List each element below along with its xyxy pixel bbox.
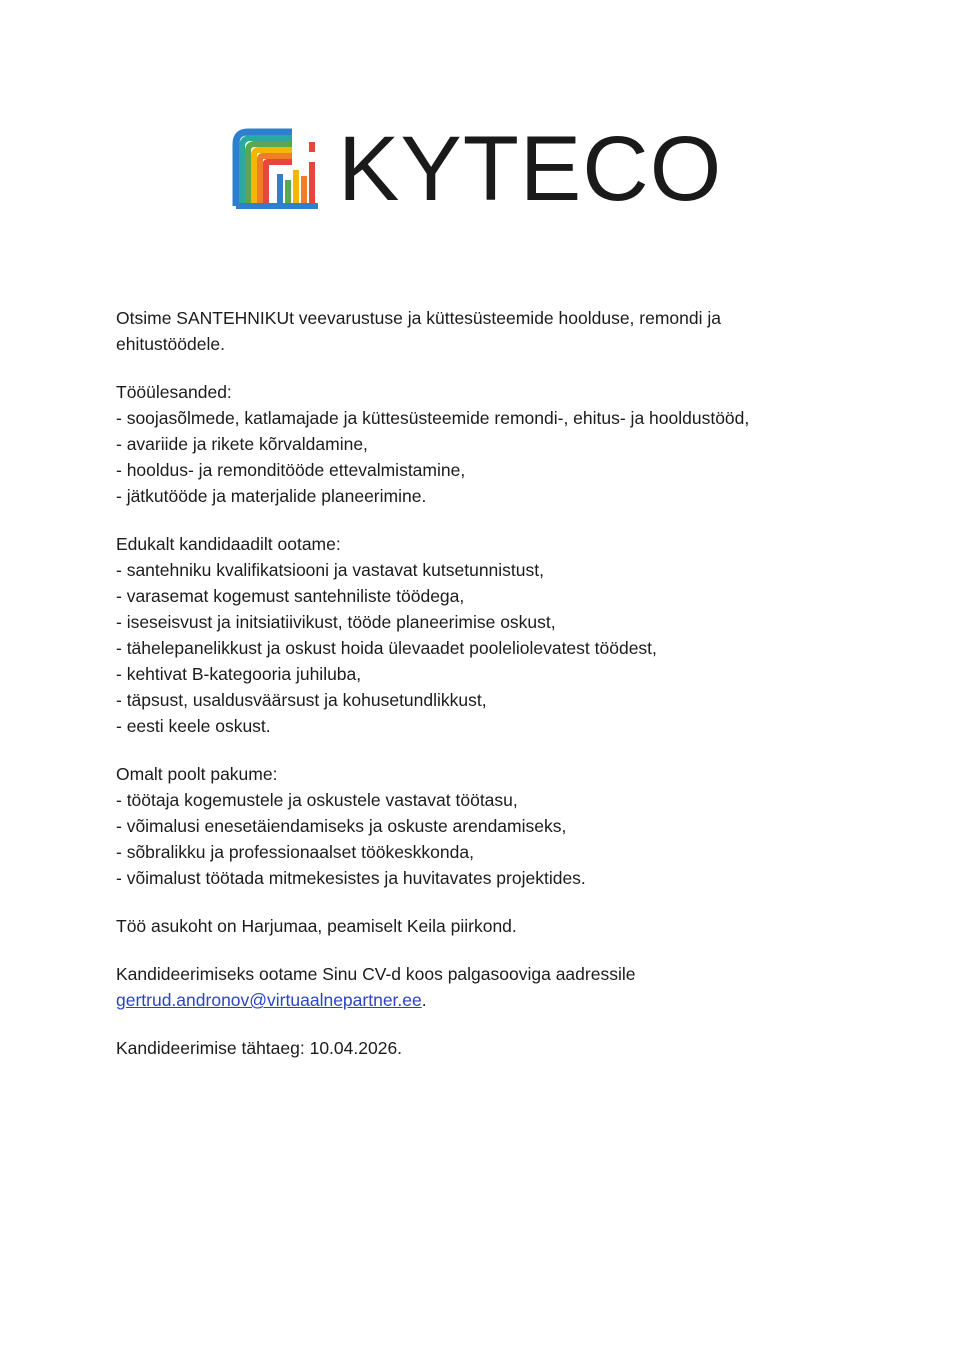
intro-paragraph xyxy=(116,305,846,357)
apply-paragraph xyxy=(116,961,846,1013)
expectations-item: - varasemat kogemust santehniliste töödega, xyxy=(116,586,465,606)
tasks-item: - hooldus- ja remonditööde ettevalmistamine, xyxy=(116,460,466,480)
kyteco-pipe-logo-icon xyxy=(222,118,324,220)
apply-email-line xyxy=(116,987,846,1013)
offer-heading: Omalt poolt pakume: xyxy=(116,764,278,784)
deadline-paragraph xyxy=(116,1035,846,1061)
expectations-item: - kehtivat B-kategooria juhiluba, xyxy=(116,664,362,684)
expectations-item: - tähelepanelikkust ja oskust hoida ülevaadet pooleliolevatest töödest, xyxy=(116,638,657,658)
offer-item: - võimalusi enesetäiendamiseks ja oskuste arendamiseks, xyxy=(116,816,567,836)
apply-trailing-period: . xyxy=(421,990,427,1010)
tasks-item: - jätkutööde ja materjalide planeerimine. xyxy=(116,486,427,506)
expectations-item: - eesti keele oskust. xyxy=(116,716,271,736)
logo-wordmark: KYTECO xyxy=(338,118,723,220)
offer-item: - sõbralikku ja professionaalset töökeskkonda, xyxy=(116,842,474,862)
job-advert-body xyxy=(116,305,846,1061)
expectations-item: - täpsust, usaldusväärsust ja kohusetundlikkust, xyxy=(116,690,487,710)
tasks-heading: Tööülesanded: xyxy=(116,382,232,402)
apply-instruction: Kandideerimiseks ootame Sinu CV-d koos palgasooviga aadressile xyxy=(116,964,636,984)
location-paragraph xyxy=(116,913,846,939)
intro-line-1: Otsime SANTEHNIKUt veevarustuse ja küttesüsteemide hoolduse, remondi ja xyxy=(116,308,721,328)
expectations-item: - iseseisvust ja initsiatiivikust, tööde planeerimise oskust, xyxy=(116,612,556,632)
expectations-heading: Edukalt kandidaadilt ootame: xyxy=(116,534,341,554)
intro-line-2: ehitustöödele. xyxy=(116,334,225,354)
tasks-section xyxy=(116,379,846,509)
offer-item: - võimalust töötada mitmekesistes ja huvitavates projektides. xyxy=(116,868,586,888)
email-link[interactable]: gertrud.andronov@virtuaalnepartner.ee xyxy=(116,990,422,1010)
expectations-item: - santehniku kvalifikatsiooni ja vastavat kutsetunnistust, xyxy=(116,560,544,580)
tasks-item: - avariide ja rikete kõrvaldamine, xyxy=(116,434,368,454)
expectations-section xyxy=(116,531,846,739)
location-text: Töö asukoht on Harjumaa, peamiselt Keila piirkond. xyxy=(116,916,517,936)
offer-section xyxy=(116,761,846,891)
deadline-text: Kandideerimise tähtaeg: 10.04.2026. xyxy=(116,1038,403,1058)
company-logo xyxy=(222,118,722,220)
tasks-item: - soojasõlmede, katlamajade ja küttesüsteemide remondi-, ehitus- ja hooldustööd, xyxy=(116,408,750,428)
offer-item: - töötaja kogemustele ja oskustele vastavat töötasu, xyxy=(116,790,518,810)
